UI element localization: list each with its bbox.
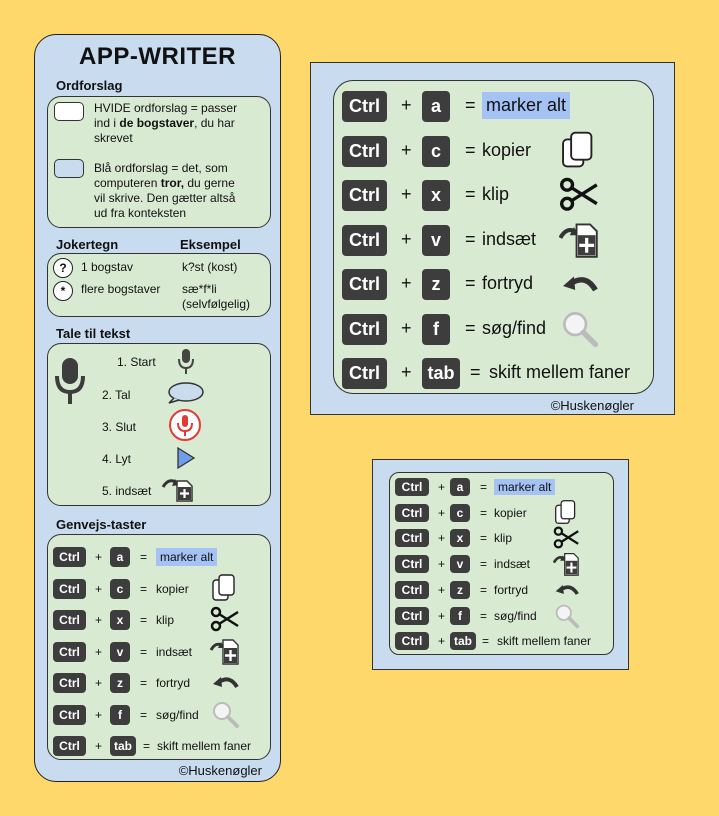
tale-step-4: 4. Lyt <box>102 452 131 466</box>
ctrl-key: Ctrl <box>342 91 387 122</box>
plus-sign: + <box>95 676 103 690</box>
small-row-c <box>390 504 613 522</box>
letter-key-tab: tab <box>110 736 136 756</box>
plus-sign: + <box>438 505 446 520</box>
letter-key-z: z <box>422 269 450 300</box>
shortcut-panel-small <box>372 459 629 670</box>
ctrl-key: Ctrl <box>342 136 387 167</box>
play-icon <box>176 446 196 470</box>
magnifier-icon <box>210 699 240 734</box>
ctrl-key: Ctrl <box>342 269 387 300</box>
jokertegn-title: Jokertegn <box>56 237 119 252</box>
equals-sign: = <box>480 531 488 546</box>
plus-sign: + <box>95 550 103 564</box>
ctrl-key: Ctrl <box>395 632 429 650</box>
ordforslag-title: Ordforslag <box>56 78 123 93</box>
shortcut-label-v: indsæt <box>482 228 537 249</box>
letter-key-a: a <box>450 478 470 496</box>
ctrl-key: Ctrl <box>395 478 429 496</box>
big-row-tab <box>334 358 653 389</box>
shortcut-box-small <box>389 472 614 655</box>
ctrl-key: Ctrl <box>53 705 86 725</box>
genvej-title: Genvejs-taster <box>56 517 147 532</box>
tale-step-2: 2. Tal <box>102 388 131 402</box>
mic-stop-icon <box>168 408 202 442</box>
shortcut-label-z: fortryd <box>494 582 529 597</box>
equals-sign: = <box>140 644 148 659</box>
small-row-x <box>390 529 613 547</box>
small-row-v <box>390 555 613 573</box>
scissors-icon <box>559 174 600 220</box>
ctrl-key: Ctrl <box>395 607 429 625</box>
plus-sign: + <box>438 608 446 623</box>
credit-large: ©Huskenøgler <box>550 398 634 413</box>
letter-key-v: v <box>422 225 450 256</box>
equals-sign: = <box>465 184 476 204</box>
equals-sign: = <box>480 505 488 520</box>
white-suggestion-swatch <box>54 102 84 121</box>
left-row-c <box>48 579 270 599</box>
big-row-f <box>334 314 653 345</box>
paste-icon <box>559 219 600 265</box>
white-suggestion-text: HVIDE ordforslag = passer ind i de bogstaver, du har skrevet <box>94 101 238 145</box>
ctrl-key: Ctrl <box>342 358 387 389</box>
genvej-box-small <box>47 534 271 760</box>
letter-key-f: f <box>450 607 470 625</box>
app-writer-card <box>34 34 281 782</box>
big-row-z <box>334 269 653 300</box>
left-row-a <box>48 547 270 567</box>
ctrl-key: Ctrl <box>53 547 86 567</box>
shortcut-label-a: marker alt <box>482 92 570 119</box>
equals-sign: = <box>465 273 476 293</box>
big-row-c <box>334 136 653 167</box>
equals-sign: = <box>140 676 148 690</box>
left-row-tab <box>48 736 270 756</box>
joker-example-1: k?st (kost) <box>182 260 238 274</box>
ctrl-key: Ctrl <box>395 555 429 573</box>
letter-key-f: f <box>110 705 130 725</box>
plus-sign: + <box>438 531 446 546</box>
ctrl-key: Ctrl <box>342 314 387 345</box>
plus-sign: + <box>401 317 412 338</box>
tale-step-5: 5. indsæt <box>102 484 152 498</box>
plus-sign: + <box>438 582 446 597</box>
speech-bubble-icon <box>166 381 204 405</box>
blue-suggestion-swatch <box>54 159 84 178</box>
letter-key-v: v <box>110 642 130 662</box>
shortcut-label-c: kopier <box>494 505 527 520</box>
joker-label-2: flere bogstaver <box>81 282 161 296</box>
equals-sign: = <box>482 634 490 649</box>
shortcut-label-v: indsæt <box>156 644 193 659</box>
letter-key-tab: tab <box>422 358 460 389</box>
letter-key-c: c <box>110 579 130 599</box>
equals-sign: = <box>143 739 151 753</box>
left-row-z <box>48 673 270 693</box>
small-row-z <box>390 581 613 599</box>
jokertegn-box <box>47 253 271 317</box>
shortcut-label-f: søg/find <box>494 608 537 623</box>
plus-sign: + <box>401 228 412 249</box>
plus-sign: + <box>95 707 103 722</box>
joker-example-2a: sæ*f*li <box>182 282 217 296</box>
ctrl-key: Ctrl <box>395 529 429 547</box>
ctrl-key: Ctrl <box>53 610 86 630</box>
equals-sign: = <box>465 317 476 338</box>
shortcut-label-x: klip <box>494 531 513 546</box>
shortcut-label-v: indsæt <box>494 557 531 572</box>
copy-icon <box>559 130 600 176</box>
plus-sign: + <box>401 184 412 204</box>
plus-sign: + <box>438 557 446 572</box>
shortcut-label-c: kopier <box>482 139 532 160</box>
ctrl-key: Ctrl <box>395 581 429 599</box>
copy-icon <box>210 573 240 608</box>
ordforslag-box <box>47 96 271 228</box>
ctrl-key: Ctrl <box>53 736 86 756</box>
magnifier-icon <box>553 602 580 634</box>
scissors-icon <box>210 604 240 639</box>
joker-label-1: 1 bogstav <box>81 260 134 274</box>
tale-box <box>47 343 271 506</box>
letter-key-x: x <box>110 610 130 630</box>
ctrl-key: Ctrl <box>53 642 86 662</box>
ctrl-key: Ctrl <box>342 225 387 256</box>
shortcut-label-z: fortryd <box>482 273 534 293</box>
equals-sign: = <box>140 613 148 627</box>
app-title: APP-WRITER <box>79 43 236 70</box>
undo-icon <box>210 667 240 702</box>
shortcut-label-f: søg/find <box>156 707 199 722</box>
letter-key-x: x <box>450 529 470 547</box>
letter-key-x: x <box>422 180 450 211</box>
shortcut-label-x: klip <box>482 184 510 204</box>
big-row-a <box>334 91 653 122</box>
equals-sign: = <box>480 480 488 494</box>
small-row-tab <box>390 632 613 650</box>
equals-sign: = <box>465 139 476 160</box>
letter-key-a: a <box>110 547 130 567</box>
shortcut-label-x: klip <box>156 613 175 627</box>
blue-suggestion-text: Blå ordforslag = det, som computeren tror, du gerne vil skrive. Den gætter altså ud fra konteksten <box>94 161 236 220</box>
tale-step-3: 3. Slut <box>102 420 137 434</box>
big-row-v <box>334 225 653 256</box>
plus-sign: + <box>401 362 412 382</box>
plus-sign: + <box>438 480 446 494</box>
shortcut-label-tab: skift mellem faner <box>157 739 252 753</box>
paste-icon <box>210 636 240 671</box>
ctrl-key: Ctrl <box>342 180 387 211</box>
letter-key-c: c <box>422 136 450 167</box>
plus-sign: + <box>401 95 412 115</box>
left-row-f <box>48 705 270 725</box>
shortcut-label-z: fortryd <box>156 676 191 690</box>
shortcut-label-f: søg/find <box>482 317 547 338</box>
small-row-f <box>390 607 613 625</box>
letter-key-a: a <box>422 91 450 122</box>
plus-sign: + <box>401 139 412 160</box>
mic-start-icon <box>176 348 196 376</box>
equals-sign: = <box>480 557 488 572</box>
shortcut-label-tab: skift mellem faner <box>497 634 592 649</box>
asterisk-icon: * <box>53 281 73 301</box>
equals-sign: = <box>465 228 476 249</box>
letter-key-f: f <box>422 314 450 345</box>
shortcut-label-c: kopier <box>156 581 189 596</box>
credit-left: ©Huskenøgler <box>178 763 262 778</box>
plus-sign: + <box>401 273 412 293</box>
equals-sign: = <box>140 707 148 722</box>
letter-key-c: c <box>450 504 470 522</box>
shortcut-label-a: marker alt <box>156 548 217 566</box>
shortcut-label-a: marker alt <box>494 479 555 495</box>
letter-key-z: z <box>110 673 130 693</box>
letter-key-v: v <box>450 555 470 573</box>
plus-sign: + <box>95 613 103 627</box>
paste-icon <box>161 475 195 503</box>
left-row-x <box>48 610 270 630</box>
shortcut-panel-large <box>310 62 675 415</box>
plus-sign: + <box>438 634 446 649</box>
shortcut-label-tab: skift mellem faner <box>489 362 631 382</box>
ctrl-key: Ctrl <box>53 673 86 693</box>
plus-sign: + <box>95 581 103 596</box>
undo-icon <box>559 263 600 309</box>
joker-example-2b: (selvfølgelig) <box>182 297 251 311</box>
letter-key-z: z <box>450 581 470 599</box>
equals-sign: = <box>140 550 148 564</box>
equals-sign: = <box>480 608 488 623</box>
equals-sign: = <box>140 581 148 596</box>
left-row-v <box>48 642 270 662</box>
equals-sign: = <box>465 95 476 115</box>
tale-title: Tale til tekst <box>56 326 131 341</box>
small-row-a <box>390 478 613 496</box>
equals-sign: = <box>480 582 488 597</box>
microphone-icon <box>53 356 87 406</box>
ctrl-key: Ctrl <box>53 579 86 599</box>
big-row-x <box>334 180 653 211</box>
shortcut-box-large <box>333 80 654 394</box>
plus-sign: + <box>95 644 103 659</box>
equals-sign: = <box>470 362 481 382</box>
magnifier-icon <box>559 308 600 354</box>
letter-key-tab: tab <box>450 632 476 650</box>
ctrl-key: Ctrl <box>395 504 429 522</box>
question-mark-icon: ? <box>53 258 73 278</box>
tale-step-1: 1. Start <box>117 355 156 369</box>
plus-sign: + <box>95 739 103 753</box>
eksempel-title: Eksempel <box>180 237 241 252</box>
